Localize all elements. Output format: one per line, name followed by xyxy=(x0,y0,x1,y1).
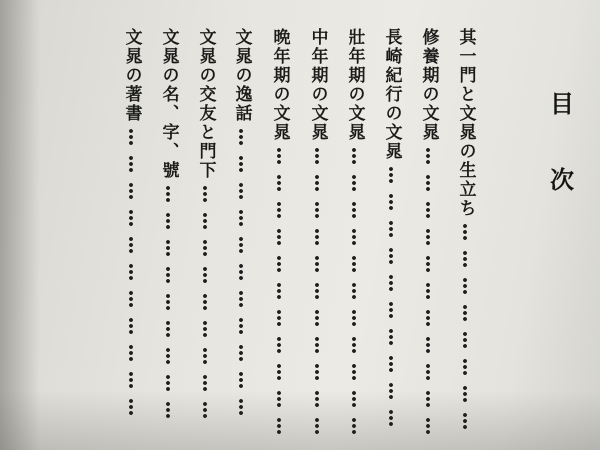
leader-dots xyxy=(277,148,281,164)
dot-leader xyxy=(463,224,467,440)
leader-dots xyxy=(277,391,281,407)
leader-dots xyxy=(426,418,430,434)
leader-dots xyxy=(239,237,243,253)
leader-dots xyxy=(129,372,133,388)
leader-dots xyxy=(166,267,170,283)
leader-dots xyxy=(277,175,281,191)
leader-dots xyxy=(203,294,207,310)
leader-dots xyxy=(352,337,356,353)
toc-title-second-char: 次 xyxy=(550,165,574,194)
leader-dots xyxy=(166,321,170,337)
dot-leader xyxy=(426,148,430,445)
leader-dots xyxy=(166,186,170,202)
leader-dots xyxy=(166,294,170,310)
leader-dots xyxy=(463,386,467,402)
leader-dots xyxy=(426,337,430,353)
toc-entry[interactable] xyxy=(450,28,480,440)
leader-dots xyxy=(352,148,356,164)
leader-dots xyxy=(129,264,133,280)
leader-dots xyxy=(389,302,393,318)
leader-dots xyxy=(315,229,319,245)
leader-dots xyxy=(463,413,467,429)
leader-dots xyxy=(389,248,393,264)
leader-dots xyxy=(203,267,207,283)
leader-dots xyxy=(166,348,170,364)
leader-dots xyxy=(239,399,243,415)
leader-dots xyxy=(463,332,467,348)
toc-entry[interactable] xyxy=(413,28,443,445)
leader-dots xyxy=(463,224,467,240)
toc-entry[interactable] xyxy=(226,28,256,426)
leader-dots xyxy=(203,213,207,229)
toc-title-first-char: 目 xyxy=(550,89,574,118)
toc-entry-label: 其一門と文晁の生立ち xyxy=(455,28,476,218)
leader-dots xyxy=(203,348,207,364)
toc-entry-label: 文晁の逸話 xyxy=(231,28,252,123)
leader-dots xyxy=(277,418,281,434)
leader-dots xyxy=(129,291,133,307)
leader-dots xyxy=(389,356,393,372)
leader-dots xyxy=(129,237,133,253)
leader-dots xyxy=(389,410,393,426)
page-shadow-bottom xyxy=(0,390,600,450)
leader-dots xyxy=(277,364,281,380)
toc-entry[interactable] xyxy=(264,28,294,445)
leader-dots xyxy=(426,256,430,272)
leader-dots xyxy=(315,283,319,299)
toc-entry[interactable] xyxy=(339,28,369,445)
leader-dots xyxy=(315,391,319,407)
leader-dots xyxy=(277,256,281,272)
dot-leader xyxy=(277,148,281,445)
dot-leader xyxy=(239,129,243,426)
toc-entry[interactable] xyxy=(376,28,406,437)
leader-dots xyxy=(203,321,207,337)
leader-dots xyxy=(239,264,243,280)
toc-entry-label: 文晁の著書 xyxy=(121,28,142,123)
leader-dots xyxy=(389,194,393,210)
toc-entry-label: 文晁の交友と門下 xyxy=(195,28,216,180)
leader-dots xyxy=(129,210,133,226)
leader-dots xyxy=(389,275,393,291)
leader-dots xyxy=(389,221,393,237)
leader-dots xyxy=(389,329,393,345)
dot-leader xyxy=(129,129,133,426)
leader-dots xyxy=(239,318,243,334)
leader-dots xyxy=(129,129,133,145)
leader-dots xyxy=(352,364,356,380)
leader-dots xyxy=(129,156,133,172)
dot-leader xyxy=(352,148,356,445)
leader-dots xyxy=(389,167,393,183)
leader-dots xyxy=(426,364,430,380)
leader-dots xyxy=(352,175,356,191)
leader-dots xyxy=(166,240,170,256)
leader-dots xyxy=(203,240,207,256)
toc-entry-label: 晩年期の文晁 xyxy=(269,28,290,142)
toc-entry[interactable] xyxy=(190,28,220,429)
leader-dots xyxy=(315,256,319,272)
leader-dots xyxy=(239,129,243,145)
leader-dots xyxy=(315,337,319,353)
leader-dots xyxy=(239,291,243,307)
leader-dots xyxy=(426,229,430,245)
leader-dots xyxy=(315,202,319,218)
leader-dots xyxy=(203,186,207,202)
leader-dots xyxy=(352,256,356,272)
leader-dots xyxy=(129,399,133,415)
toc-entry[interactable] xyxy=(116,28,146,426)
leader-dots xyxy=(352,229,356,245)
leader-dots xyxy=(277,283,281,299)
leader-dots xyxy=(463,251,467,267)
leader-dots xyxy=(203,375,207,391)
leader-dots xyxy=(166,213,170,229)
leader-dots xyxy=(352,310,356,326)
leader-dots xyxy=(426,175,430,191)
toc-entry[interactable] xyxy=(302,28,332,445)
toc-entry-label: 修養期の文晁 xyxy=(418,28,439,142)
leader-dots xyxy=(352,391,356,407)
dot-leader xyxy=(166,186,170,429)
leader-dots xyxy=(463,305,467,321)
toc-entry[interactable] xyxy=(153,28,183,429)
dot-leader xyxy=(315,148,319,445)
dot-leader xyxy=(389,167,393,437)
leader-dots xyxy=(426,283,430,299)
leader-dots xyxy=(277,337,281,353)
leader-dots xyxy=(389,383,393,399)
leader-dots xyxy=(239,345,243,361)
leader-dots xyxy=(129,318,133,334)
leader-dots xyxy=(239,372,243,388)
leader-dots xyxy=(463,359,467,375)
leader-dots xyxy=(352,283,356,299)
leader-dots xyxy=(315,364,319,380)
leader-dots xyxy=(166,402,170,418)
dot-leader xyxy=(203,186,207,429)
leader-dots xyxy=(352,202,356,218)
leader-dots xyxy=(426,310,430,326)
leader-dots xyxy=(277,229,281,245)
leader-dots xyxy=(239,156,243,172)
toc-title xyxy=(542,89,582,194)
leader-dots xyxy=(315,310,319,326)
page-shadow-left xyxy=(0,0,40,450)
toc-entry-label: 壯年期の文晁 xyxy=(344,28,365,142)
toc-entry-label: 中年期の文晁 xyxy=(307,28,328,142)
leader-dots xyxy=(426,391,430,407)
leader-dots xyxy=(315,418,319,434)
leader-dots xyxy=(315,175,319,191)
leader-dots xyxy=(352,418,356,434)
leader-dots xyxy=(426,202,430,218)
toc-entry-label: 長崎紀行の文晁 xyxy=(381,28,402,161)
leader-dots xyxy=(277,310,281,326)
leader-dots xyxy=(129,183,133,199)
leader-dots xyxy=(239,183,243,199)
leader-dots xyxy=(166,375,170,391)
leader-dots xyxy=(203,402,207,418)
leader-dots xyxy=(426,148,430,164)
leader-dots xyxy=(315,148,319,164)
leader-dots xyxy=(239,210,243,226)
leader-dots xyxy=(463,278,467,294)
toc-entry-label: 文晁の名、字、號 xyxy=(158,28,179,180)
leader-dots xyxy=(277,202,281,218)
leader-dots xyxy=(129,345,133,361)
